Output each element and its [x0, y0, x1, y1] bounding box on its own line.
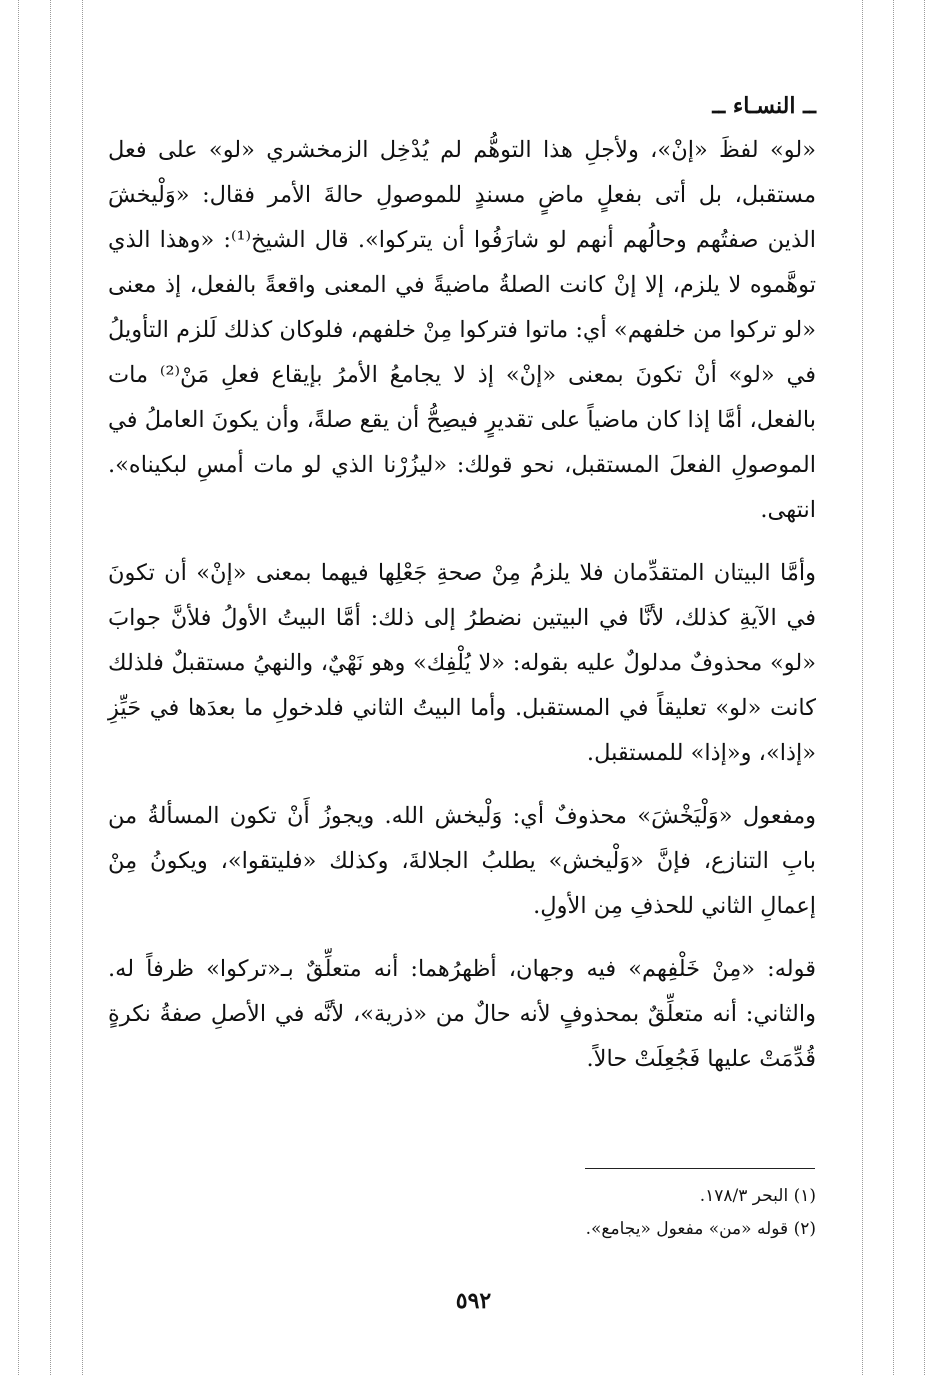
scan-guide-line	[862, 0, 863, 1375]
paragraph: ومفعول «وَلْيَخْشَ» محذوفٌ أي: وَلْيخش الله. ويجوزُ أَنْ تكون المسألةُ من بابِ التنازع، فإنَّ «وَلْيخش» يطلبُ الجلالةَ، وكذلك «فليتقوا»، ويكونُ مِنْ إعمالِ الثاني للحذفِ مِن الأولِ.	[108, 803, 816, 919]
scan-guide-line	[18, 0, 19, 1375]
footnotes	[108, 1180, 816, 1246]
scan-guide-line	[893, 0, 894, 1375]
paragraph: وأمَّا البيتان المتقدِّمان فلا يلزمُ مِنْ صحةِ جَعْلِها فيهما بمعنى «إنْ» أن تكونَ في الآيةِ كذلك، لأنَّا في البيتين نضطرُ إلى ذلك: أمَّا البيتُ الأولُ فلأنَّ جوابَ «لو» محذوفٌ مدلولٌ عليه بقوله: «لا يُلْفِك» وهو نَهْيٌ، والنهيُ مستقبلٌ فلذلك كانت «لو» تعليقاً في المستقبل. وأما البيتُ الثاني فلدخولِ ما بعدَها في حَيِّزِ «إذا»، و«إذا» للمستقبل.	[108, 560, 816, 766]
footnote-divider	[585, 1168, 815, 1169]
running-header: ــ النسـاء ــ	[712, 93, 816, 119]
paragraph: قوله: «مِنْ خَلْفِهم» فيه وجهان، أظهرُهما: أنه متعلِّقٌ بـ«تركوا» ظرفاً له. والثاني: أنه متعلِّقٌ بمحذوفٍ لأنه حالٌ من «ذرية»، لأنَّه في الأصلِ صفةُ نكرةٍ قُدِّمَتْ عليها فَجُعِلَتْ حالاً.	[108, 956, 816, 1072]
paragraph: «لو» لفظَ «إنْ»، ولأجلِ هذا التوهُّم لم يُدْخِل الزمخشري «لو» على فعل مستقبل، بل أتى بفعلٍ ماضٍ مسندٍ للموصولِ حالةَ الأمر فقال: «وَلْيخشَ الذين صفتُهم وحالُهم أنهم لو شارَفُوا أن يتركوا». قال الشيخ⁽¹⁾: «وهذا الذي توهَّموه لا يلزم، إلا إنْ كانت الصلةُ ماضيةً في المعنى واقعةً بالفعل، إذ معنى «لو تركوا من خلفهم» أي: ماتوا فتركوا مِنْ خلفهم، فلوكان كذلك لَلزم التأويلُ في «لو» أنْ تكونَ بمعنى «إنْ» إذ لا يجامعُ الأمرُ بإيقاع فعلِ مَنْ⁽²⁾ مات بالفعل، أمَّا إذا كان ماضياً على تقديرٍ فيصِحُّ أن يقع صلةً، وأن يكونَ العاملُ في الموصولِ الفعلَ المستقبل، نحو قولك: «ليزُرْنا الذي لو مات أمسِ لبكيناه». انتهى.	[108, 137, 816, 523]
scan-guide-line	[50, 0, 51, 1375]
page-number: ٥٩٢	[455, 1288, 492, 1314]
scan-guide-line	[924, 0, 925, 1375]
page-body	[108, 90, 816, 1082]
footnote: (٢) قوله «من» مفعول «يجامع».	[585, 1219, 816, 1239]
footnote: (١) البحر ١٧٨/٣.	[699, 1186, 816, 1206]
scan-guide-line	[82, 0, 83, 1375]
